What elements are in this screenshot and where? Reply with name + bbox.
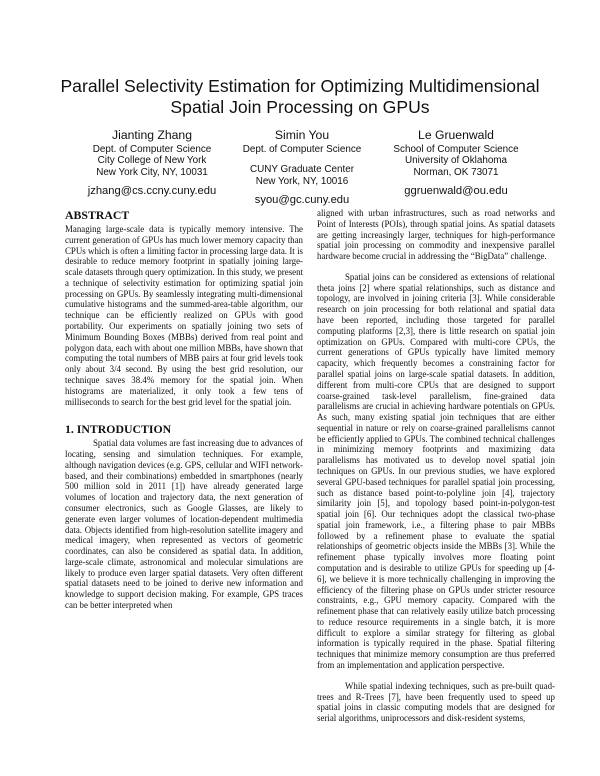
author-name: Le Gruenwald (418, 128, 494, 142)
paper-title: Parallel Selectivity Estimation for Optimizing Multidimensional Spatial Join Processing on GPUs (60, 76, 540, 117)
author-3 (366, 128, 546, 198)
introduction-heading: 1. INTRODUCTION (65, 422, 172, 437)
introduction-paragraph: Spatial data volumes are fast increasing due to advances of locating, sensing and simulation techniques. For example, although navigation devices (e.g. GPS, cellular and WIFI network-based, and their combinations) embedded in smartphones (nearly 500 million sold in 2011 [1]) have already generated large volumes of location and trajectory data, the next generation of consumer electronics, such as Google Glasses, are likely to generate even larger volumes of location-dependent multimedia data. Objects identified from high-resolution satellite imagery and medical imagery, when represented as vectors of geometric coordinates, can also be considered as spatial data. In addition, large-scale climate, astronomical and molecular simulations are likely to produce even larger spatial datasets. Very often different spatial datasets need to be joined to derive new information and knowledge to support decision making. For example, GPS traces can be better interpreted when (65, 438, 303, 610)
author-2 (212, 128, 392, 207)
body-paragraph: aligned with urban infrastructures, such as road networks and Point of Interests (POIs), through spatial joins. As spatial datasets are getting increasingly larger, techniques for high-performance spatial join processing on commodity and inexpensive parallel hardware become crucial in addressing the “BigData” challenge. (317, 208, 555, 262)
author-affiliation-line: School of Computer Science (393, 144, 519, 155)
abstract-text: Managing large-scale data is typically memory intensive. The current generation of GPUs has much lower memory capacity than CPUs which is often a limiting factor in processing large data. It is desirable to reduce memory footprint in spatially joining large-scale datasets through query optimization. In this study, we present a technique of selectivity estimation for optimizing spatial join processing on GPUs. By seamlessly integrating multi-dimensional cumulative histograms and the summed-area-table algorithm, our technique can be efficiently realized on GPUs with good portability. Our experiments on spatially joining two sets of Minimum Bounding Boxes (MBBs) derived from real point and polygon data, each with about one million MBBs, have shown that computing the total numbers of MBB pairs at four grid levels took only about 3/4 second. By using the best grid resolution, our technique saves 38.4% memory for the spatial join. When histograms are materialized, it only took a few tens of milliseconds to search for the best grid level for the spatial join. (65, 224, 303, 407)
author-email[interactable]: ggruenwald@ou.edu (404, 184, 508, 197)
left-column (65, 208, 303, 611)
right-column (317, 208, 555, 724)
author-affiliation-line: Dept. of Computer Science (92, 144, 212, 155)
author-affiliation-line: Dept. of Computer Science (242, 144, 362, 155)
abstract-heading: ABSTRACT (65, 208, 130, 222)
author-affiliation-line: CUNY Graduate Center (249, 164, 355, 176)
body-paragraph: Spatial joins can be considered as extensions of relational theta joins [2] where spatial relationships, such as distance and topology, are involved in joining criteria [3]. While considerable research on join processing for both relational and spatial data have been reported, including those targeted for parallel computing platforms [2,3], there is little research on spatial join optimization on GPUs. Compared with multi-core CPUs, the current generations of GPUs typically have limited memory capacity, which frequently becomes a constraining factor for parallel spatial joins on large-scale spatial datasets. In addition, different from multi-core CPUs that are designed to support coarse-grained task-level parallelism, fine-grained data parallelisms are crucial in achieving hardware potentials on GPUs. As such, many existing spatial join techniques that are either sequential in nature or rely on coarse-grained parallelisms cannot be efficiently applied to GPUs. The combined technical challenges in minimizing memory footprints and maximizing data parallelisms has motivated us to develop novel spatial join techniques on GPUs. In our previous studies, we have explored several GPU-based techniques for parallel spatial join processing, such as distance based point-to-polyline join [4], trajectory similarity join [5], and topology based point-in-polygon-test spatial join [6]. Our techniques adopt the classical two-phase spatial join framework, i.e., a filtering phase to pair MBBs followed by a refinement phase to evaluate the spatial relationships of geometric objects inside the MBBs [3]. While the refinement phase typically involves more floating point computation and is desirable to utilize GPUs for speeding up [4-6], we believe it is more technically challenging in improving the efficiency of the filtering phase on GPUs under stricter resource constraints, e.g., GPU memory capacity. Compared with the refinement phase that can relatively easily utilize batch processing to reduce resource requirements in a single batch, it is more difficult to explore a similar strategy for filtering as global information is typically required in the phase. Spatial filtering techniques that minimize memory consumption are thus preferred from an implementation and application perspective. (317, 271, 555, 671)
author-email[interactable]: syou@gc.cuny.edu (254, 193, 350, 206)
author-name: Jianting Zhang (112, 128, 192, 142)
body-paragraph: While spatial indexing techniques, such as pre-built quad-trees and R-Trees [7], have been frequently used to speed up spatial joins in classic computing models that are designed for serial algorithms, uniprocessors and disk-resident systems, (317, 680, 555, 724)
author-affiliation-line: City College of New York (97, 155, 207, 167)
author-affiliation-line: University of Oklahoma (404, 155, 508, 167)
author-affiliation-line: Norman, OK 73071 (413, 166, 499, 178)
author-block (62, 128, 542, 206)
author-name: Simin You (274, 128, 330, 142)
author-affiliation-line: New York, NY, 10016 (255, 175, 349, 187)
author-affiliation-line: New York City, NY, 10031 (96, 166, 208, 178)
author-email[interactable]: jzhang@cs.ccny.cuny.edu (87, 184, 217, 197)
